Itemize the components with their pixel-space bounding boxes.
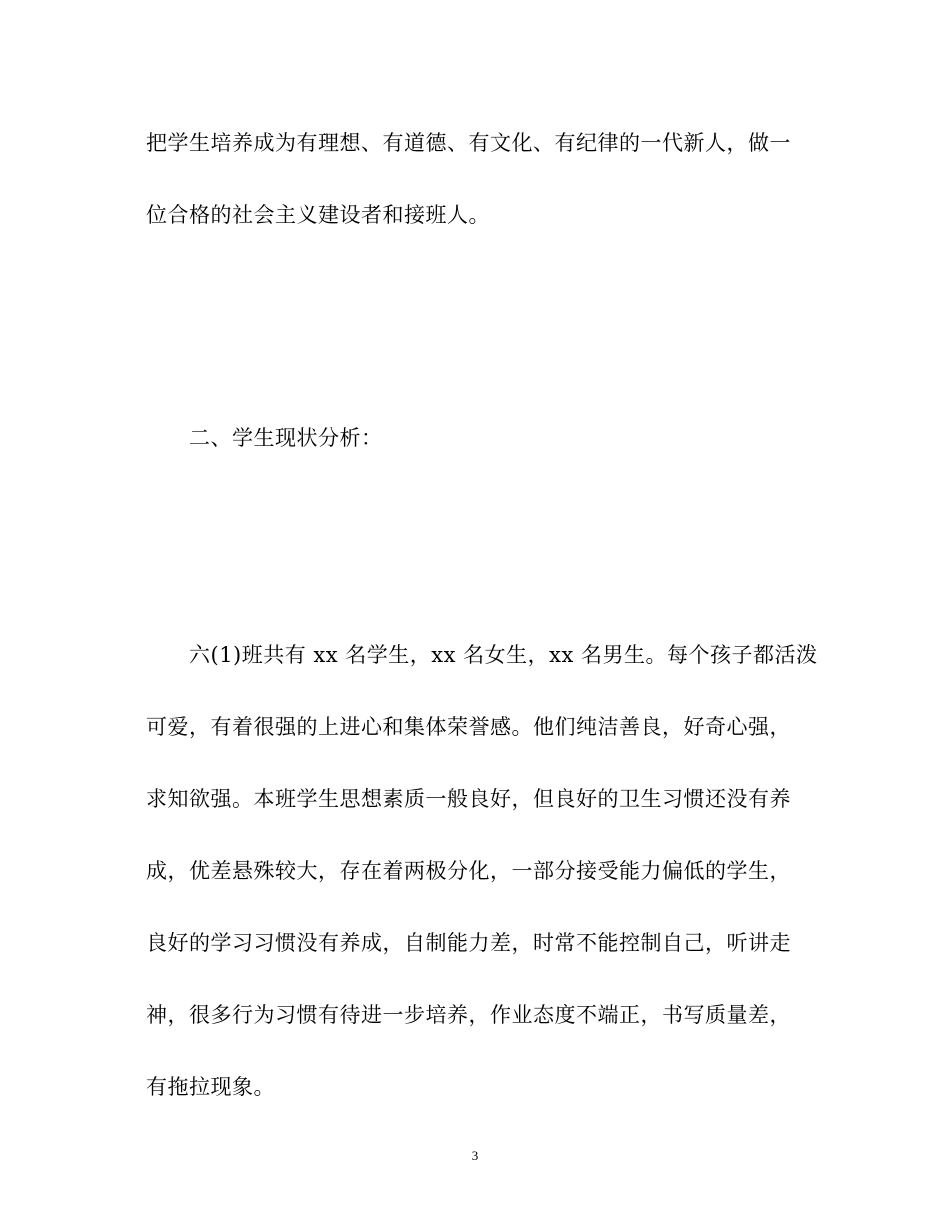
paragraph-2-line-6: 神，很多行为习惯有待进一步培养，作业态度不端正，书写质量差， <box>146 1003 791 1027</box>
page-number: 3 <box>471 1148 479 1163</box>
paragraph-1-line-1: 把学生培养成为有理想、有道德、有文化、有纪律的一代新人，做一 <box>146 131 791 155</box>
paragraph-2-line-5: 良好的学习习惯没有养成，自制能力差，时常不能控制自己，听讲走 <box>146 931 791 955</box>
paragraph-2-line-7: 有拖拉现象。 <box>146 1075 275 1099</box>
section-heading: 二、学生现状分析： <box>189 426 383 450</box>
paragraph-2-line-4: 成，优差悬殊较大，存在着两极分化，一部分接受能力偏低的学生， <box>146 859 791 883</box>
paragraph-2-line-3: 求知欲强。本班学生思想素质一般良好，但良好的卫生习惯还没有养 <box>146 787 791 811</box>
paragraph-1-line-2: 位合格的社会主义建设者和接班人。 <box>146 203 490 227</box>
paragraph-2-line-1: 六(1)班共有 xx 名学生，xx 名女生，xx 名男生。每个孩子都活泼 <box>189 643 818 667</box>
paragraph-2-line-2: 可爱，有着很强的上进心和集体荣誉感。他们纯洁善良，好奇心强， <box>146 715 791 739</box>
